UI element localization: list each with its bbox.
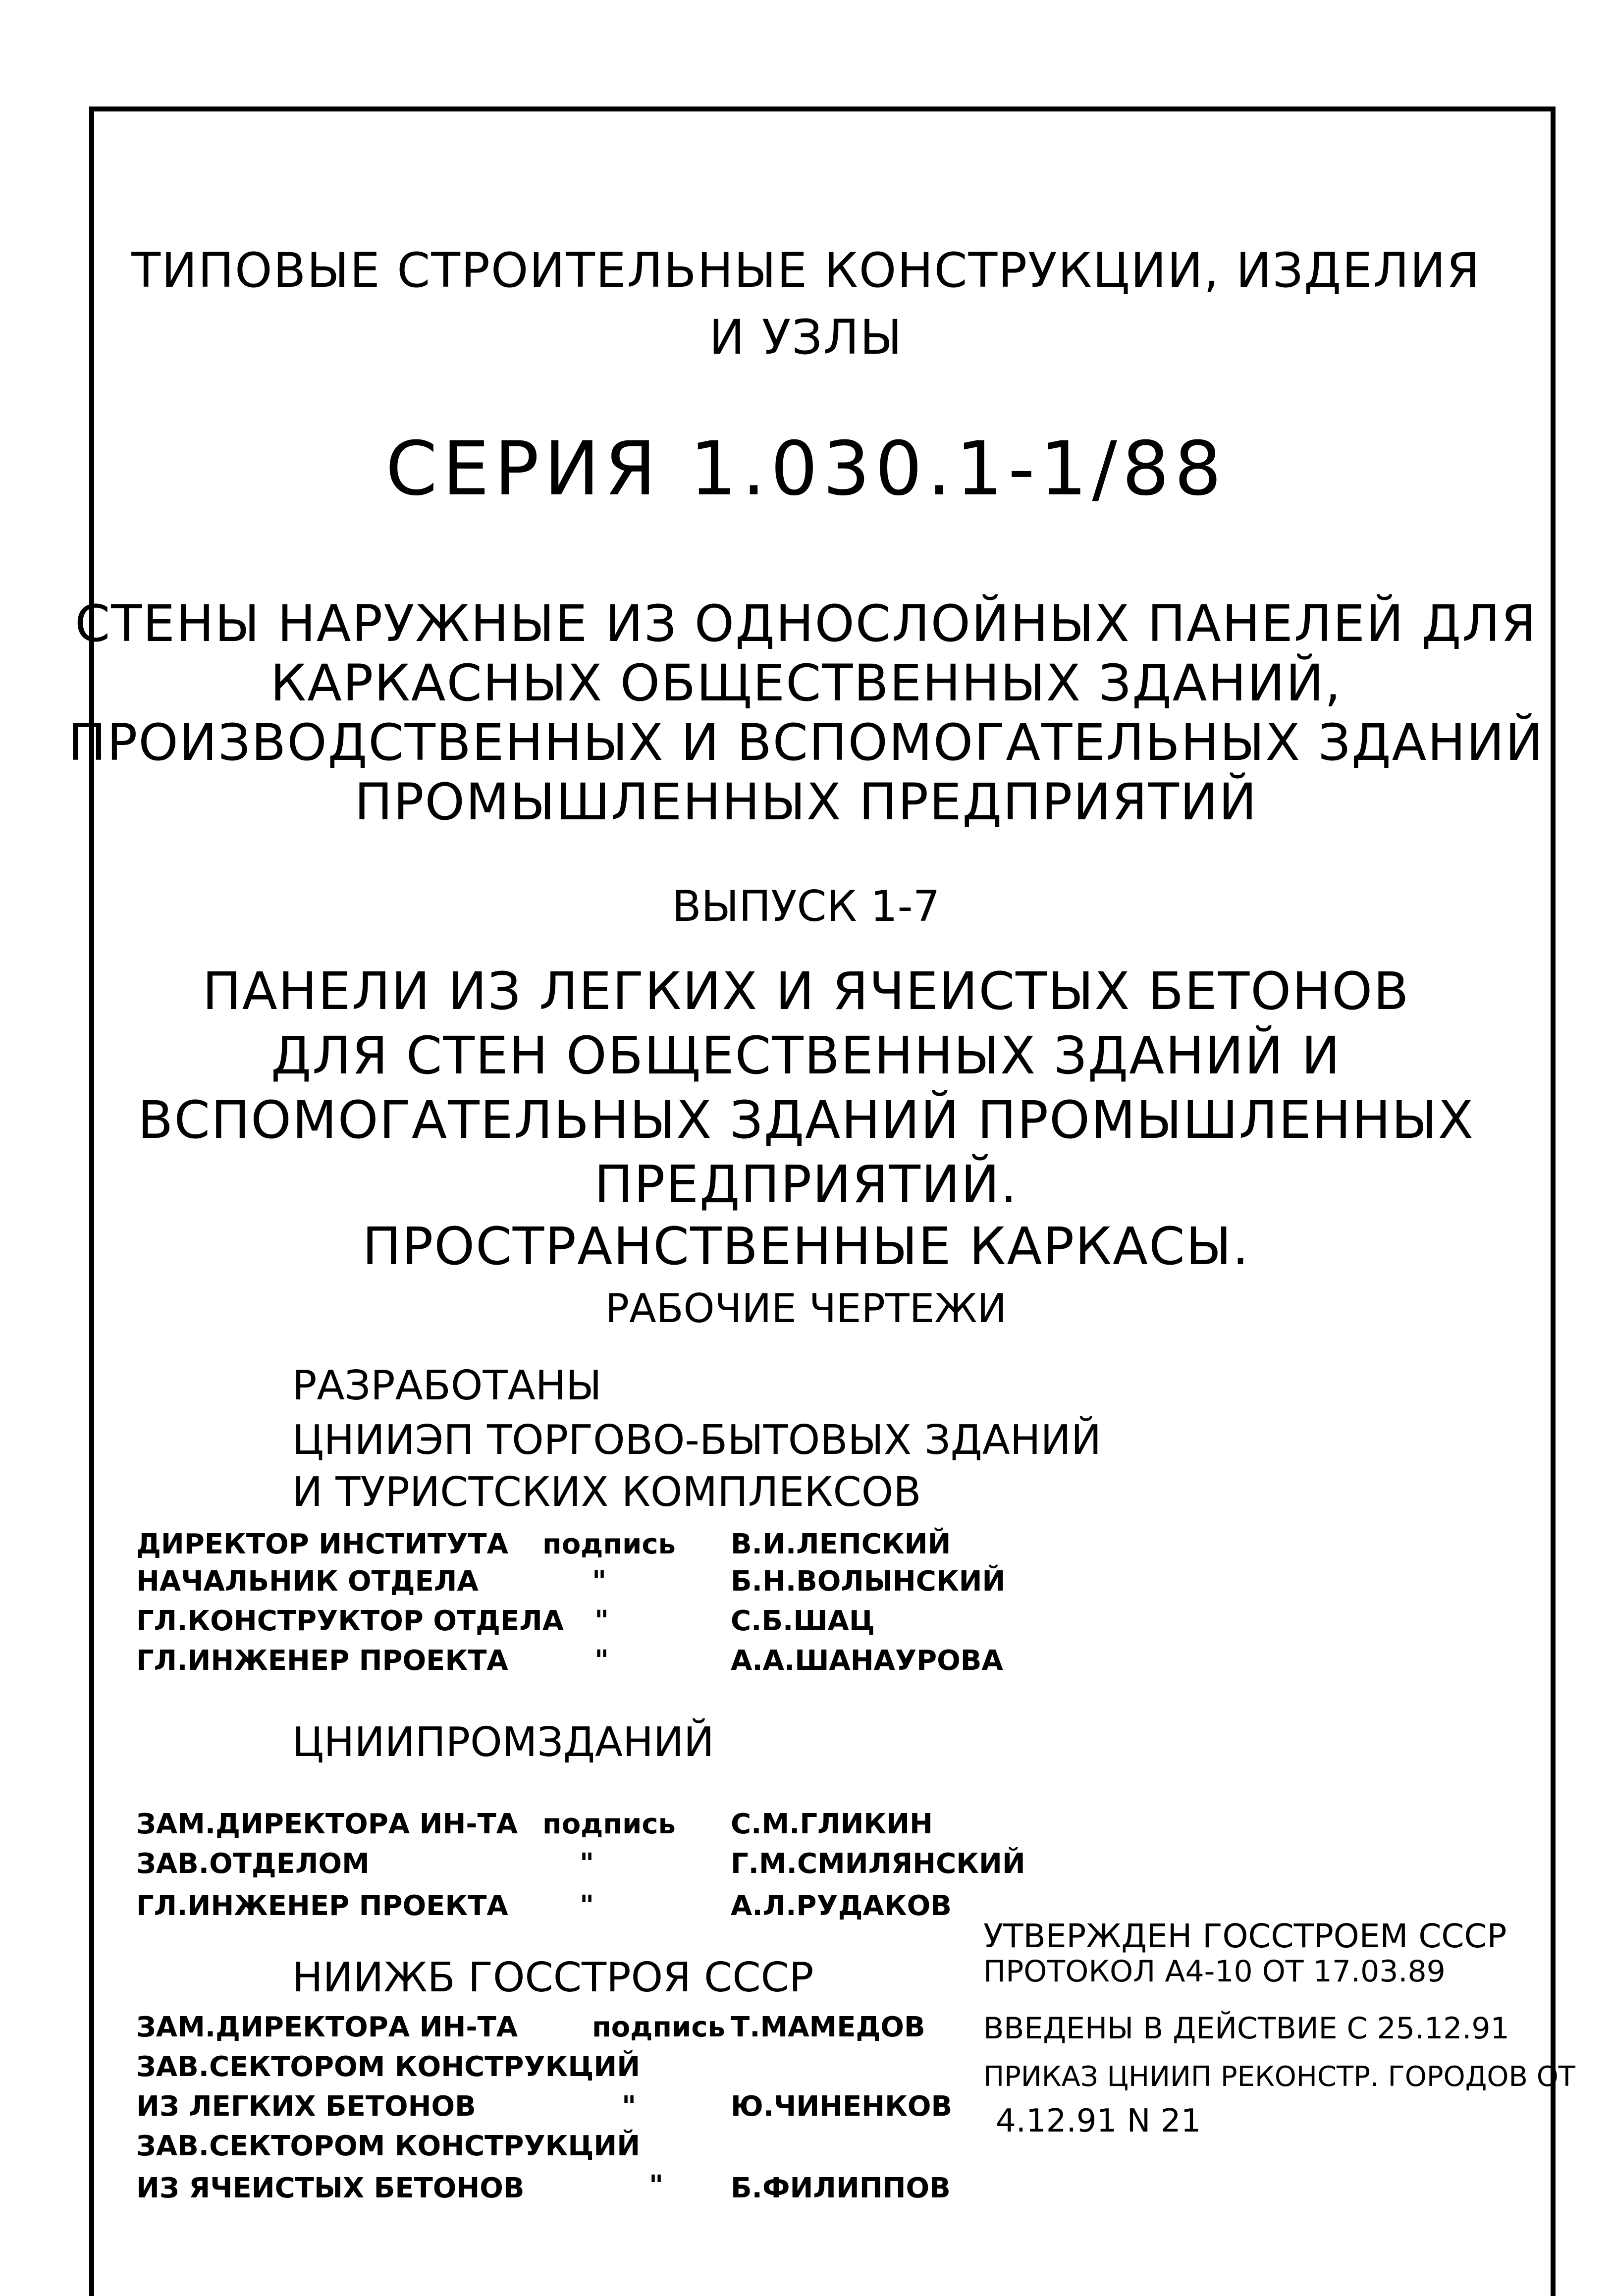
header-line-2: И УЗЛЫ: [709, 310, 903, 365]
staff1-role: ДИРЕКТОР ИНСТИТУТА: [136, 1528, 508, 1560]
staff3-sign: подпись: [592, 2011, 725, 2043]
title-line-2: КАРКАСНЫХ ОБЩЕСТВЕННЫХ ЗДАНИЙ,: [270, 654, 1342, 713]
staff1-sign: ": [594, 1605, 609, 1637]
org3-title: НИИЖБ ГОССТРОЯ СССР: [292, 1954, 814, 2001]
staff3-sign: ": [649, 2170, 664, 2202]
staff1-name: Б.Н.ВОЛЫНСКИЙ: [731, 1565, 1006, 1598]
title-line-4: ПРОМЫШЛЕННЫХ ПРЕДПРИЯТИЙ: [354, 773, 1258, 832]
staff3-name: Т.МАМЕДОВ: [731, 2011, 925, 2043]
staff2-name: С.М.ГЛИКИН: [731, 1808, 933, 1840]
work-drawings-label: РАБОЧИЕ ЧЕРТЕЖИ: [605, 1285, 1007, 1332]
staff1-name: С.Б.ШАЦ: [731, 1605, 875, 1637]
title-line-3: ПРОИЗВОДСТВЕННЫХ И ВСПОМОГАТЕЛЬНЫХ ЗДАНИЙ: [68, 713, 1544, 772]
staff2-sign: ": [580, 1890, 594, 1922]
staff3-sign: ": [622, 2090, 637, 2123]
approval-line-1: УТВЕРЖДЕН ГОССТРОЕМ СССР: [983, 1917, 1507, 1955]
developer-org-line-1: ЦНИИЭП ТОРГОВО-БЫТОВЫХ ЗДАНИЙ: [292, 1417, 1102, 1464]
org2-title: ЦНИИПРОМЗДАНИЙ: [292, 1719, 714, 1766]
subtitle-line-1: ПАНЕЛИ ИЗ ЛЕГКИХ И ЯЧЕИСТЫХ БЕТОНОВ: [202, 961, 1410, 1021]
staff3-role: ЗАВ.СЕКТОРОМ КОНСТРУКЦИЙ: [136, 2130, 641, 2162]
staff2-role: ЗАВ.ОТДЕЛОМ: [136, 1848, 370, 1880]
header-line-1: ТИПОВЫЕ СТРОИТЕЛЬНЫЕ КОНСТРУКЦИИ, ИЗДЕЛИЯ: [131, 243, 1481, 298]
approval-line-4: ПРИКАЗ ЦНИИП РЕКОНСТР. ГОРОДОВ ОТ: [983, 2061, 1576, 2093]
staff2-sign: подпись: [542, 1808, 676, 1840]
staff3-name: Ю.ЧИНЕНКОВ: [731, 2090, 953, 2123]
staff1-role: ГЛ.КОНСТРУКТОР ОТДЕЛА: [136, 1605, 564, 1637]
staff2-role: ГЛ.ИНЖЕНЕР ПРОЕКТА: [136, 1890, 508, 1922]
staff2-name: А.Л.РУДАКОВ: [731, 1890, 952, 1922]
approval-line-2: ПРОТОКОЛ А4-10 ОТ 17.03.89: [983, 1954, 1446, 1989]
issue-number: ВЫПУСК 1-7: [672, 882, 940, 931]
staff3-role: ИЗ ЛЕГКИХ БЕТОНОВ: [136, 2090, 476, 2123]
staff3-role: ИЗ ЯЧЕИСТЫХ БЕТОНОВ: [136, 2172, 525, 2204]
developer-org-line-2: И ТУРИСТСКИХ КОМПЛЕКСОВ: [292, 1469, 921, 1516]
staff1-role: НАЧАЛЬНИК ОТДЕЛА: [136, 1565, 479, 1598]
staff3-role: ЗАВ.СЕКТОРОМ КОНСТРУКЦИЙ: [136, 2051, 641, 2083]
subtitle-line-5: ПРОСТРАНСТВЕННЫЕ КАРКАСЫ.: [362, 1216, 1250, 1277]
approval-line-5: 4.12.91 N 21: [996, 2103, 1201, 2139]
staff1-sign: подпись: [542, 1528, 676, 1560]
staff2-sign: ": [580, 1848, 594, 1880]
staff2-name: Г.М.СМИЛЯНСКИЙ: [731, 1848, 1025, 1880]
series-title: СЕРИЯ 1.030.1-1/88: [385, 426, 1227, 512]
subtitle-line-3: ВСПОМОГАТЕЛЬНЫХ ЗДАНИЙ ПРОМЫШЛЕННЫХ: [138, 1090, 1474, 1150]
subtitle-line-4: ПРЕДПРИЯТИЙ.: [594, 1154, 1018, 1215]
subtitle-line-2: ДЛЯ СТЕН ОБЩЕСТВЕННЫХ ЗДАНИЙ И: [271, 1025, 1341, 1086]
staff1-role: ГЛ.ИНЖЕНЕР ПРОЕКТА: [136, 1645, 508, 1677]
approval-line-3: ВВЕДЕНЫ В ДЕЙСТВИЕ С 25.12.91: [983, 2011, 1509, 2046]
staff2-role: ЗАМ.ДИРЕКТОРА ИН-ТА: [136, 1808, 518, 1840]
staff3-role: ЗАМ.ДИРЕКТОРА ИН-ТА: [136, 2011, 518, 2043]
staff1-name: В.И.ЛЕПСКИЙ: [731, 1528, 951, 1560]
developed-label: РАЗРАБОТАНЫ: [292, 1362, 602, 1409]
staff1-sign: ": [594, 1645, 609, 1677]
staff1-sign: ": [592, 1565, 607, 1598]
staff1-name: А.А.ШАНАУРОВА: [731, 1645, 1003, 1677]
title-line-1: СТЕНЫ НАРУЖНЫЕ ИЗ ОДНОСЛОЙНЫХ ПАНЕЛЕЙ ДЛЯ: [75, 594, 1537, 653]
staff3-name: Б.ФИЛИППОВ: [731, 2172, 951, 2204]
